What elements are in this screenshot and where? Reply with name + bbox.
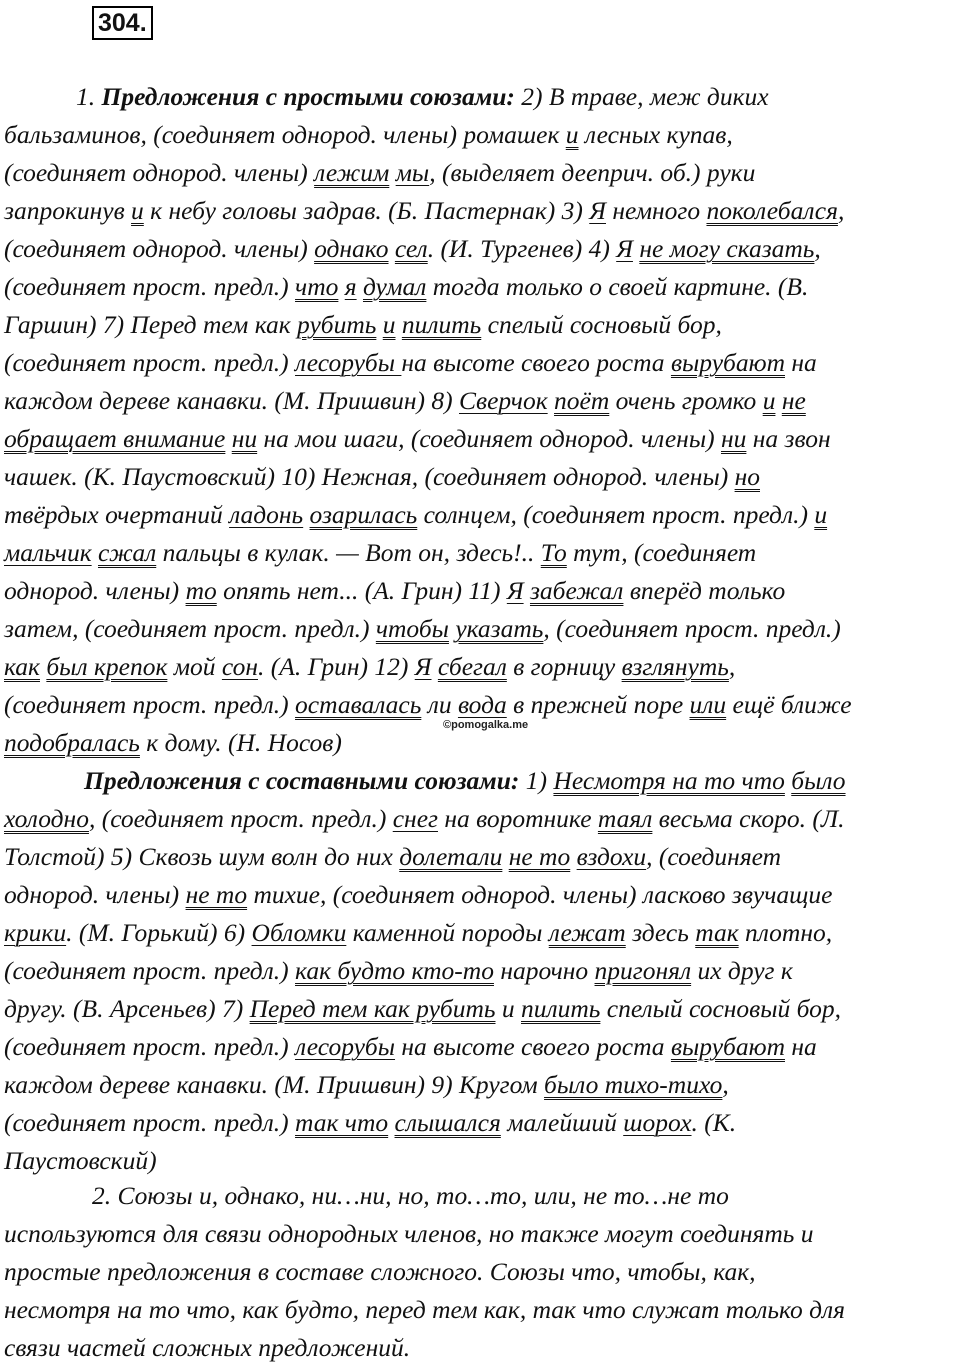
- text-line: крики. (М. Горький) 6) Обломки каменной породы лежат здесь так плотно,: [4, 918, 833, 947]
- text-line: бальзаминов, (соединяет однород. члены) ромашек и лесных купав,: [4, 120, 733, 149]
- text-line: (соединяет однород. члены) лежим мы, (выделяет дееприч. об.) руки: [4, 158, 756, 187]
- text-line: Толстой) 5) Сквозь шум волн до них долетали не то вздохи, (соединяет: [4, 842, 782, 871]
- text-line: (соединяет однород. члены) однако сел. (И. Тургенев) 4) Я не могу сказать,: [4, 234, 821, 263]
- text-line: Паустовский): [4, 1146, 157, 1175]
- text-line: Предложения с составными союзами: 1) Несмотря на то что было: [84, 766, 846, 795]
- text-line: 2. Союзы и, однако, ни…ни, но, то…то, или, не то…не то: [92, 1181, 729, 1210]
- text-line: как был крепок мой сон. (А. Грин) 12) Я сбегал в горницу взглянуть,: [4, 652, 736, 681]
- section-heading: Предложения с составными союзами:: [84, 766, 520, 795]
- text-line: используются для связи однородных членов, но также могут соединять и: [4, 1219, 814, 1248]
- text-line: простые предложения в составе сложного. Союзы что, чтобы, как,: [4, 1257, 756, 1286]
- text-line: другу. (В. Арсеньев) 7) Перед тем как рубить и пилить спелый сосновый бор,: [4, 994, 842, 1023]
- text-line: (соединяет прост. предл.) лесорубы на высоте своего роста вырубают на: [4, 1032, 817, 1061]
- text-line: твёрдых очертаний ладонь озарилась солнцем, (соединяет прост. предл.) и: [4, 500, 828, 529]
- text-line: затем, (соединяет прост. предл.) чтобы указать, (соединяет прост. предл.): [4, 614, 841, 643]
- text-line: (соединяет прост. предл.) лесорубы на высоте своего роста вырубают на: [4, 348, 817, 377]
- text-line: (соединяет прост. предл.) как будто кто-то нарочно пригонял их друг к: [4, 956, 793, 985]
- paragraph-simple-conjunctions: [4, 78, 960, 1180]
- text-line: обращает внимание ни на мои шаги, (соединяет однород. члены) ни на звон: [4, 424, 831, 453]
- text-line: чашек. (К. Паустовский) 10) Нежная, (соединяет однород. члены) но: [4, 462, 760, 491]
- text-line: несмотря на то что, как будто, перед тем как, так что служат только для: [4, 1295, 845, 1324]
- text-line: (соединяет прост. предл.) оставалась ли вода в прежней поре или ещё ближе: [4, 690, 852, 719]
- text-line: (соединяет прост. предл.) что я думал тогда только о своей картине. (В.: [4, 272, 809, 301]
- text-line: мальчик сжал пальцы в кулак. — Вот он, здесь!.. То тут, (соединяет: [4, 538, 757, 567]
- text-line: однород. члены) то опять нет... (А. Грин) 11) Я забежал вперёд только: [4, 576, 786, 605]
- exercise-number: 304.: [92, 6, 153, 40]
- text-line: 1. Предложения с простыми союзами: 2) В траве, меж диких: [76, 82, 769, 111]
- watermark: ©pomogalka.me: [443, 719, 529, 731]
- text-line: запрокинув и к небу головы задрав. (Б. Пастернак) 3) Я немного поколебался,: [4, 196, 845, 225]
- text-line: Гаршин) 7) Перед тем как рубить и пилить спелый сосновый бор,: [4, 310, 722, 339]
- text-line: каждом дереве канавки. (М. Пришвин) 9) Кругом было тихо-тихо,: [4, 1070, 729, 1099]
- text-line: однород. члены) не то тихие, (соединяет однород. члены) ласково звучащие: [4, 880, 833, 909]
- text-line: каждом дереве канавки. (М. Пришвин) 8) Сверчок поёт очень громко и не: [4, 386, 806, 415]
- text-line: связи частей сложных предложений.: [4, 1333, 411, 1362]
- section-heading: Предложения с простыми союзами:: [101, 82, 515, 111]
- text-line: подобралась к дому. (Н. Носов): [4, 728, 342, 757]
- paragraph-conclusion: [4, 1177, 960, 1367]
- text-line: (соединяет прост. предл.) так что слышался малейший шорох. (К.: [4, 1108, 737, 1137]
- text-line: холодно, (соединяет прост. предл.) снег на воротнике таял весьма скоро. (Л.: [4, 804, 845, 833]
